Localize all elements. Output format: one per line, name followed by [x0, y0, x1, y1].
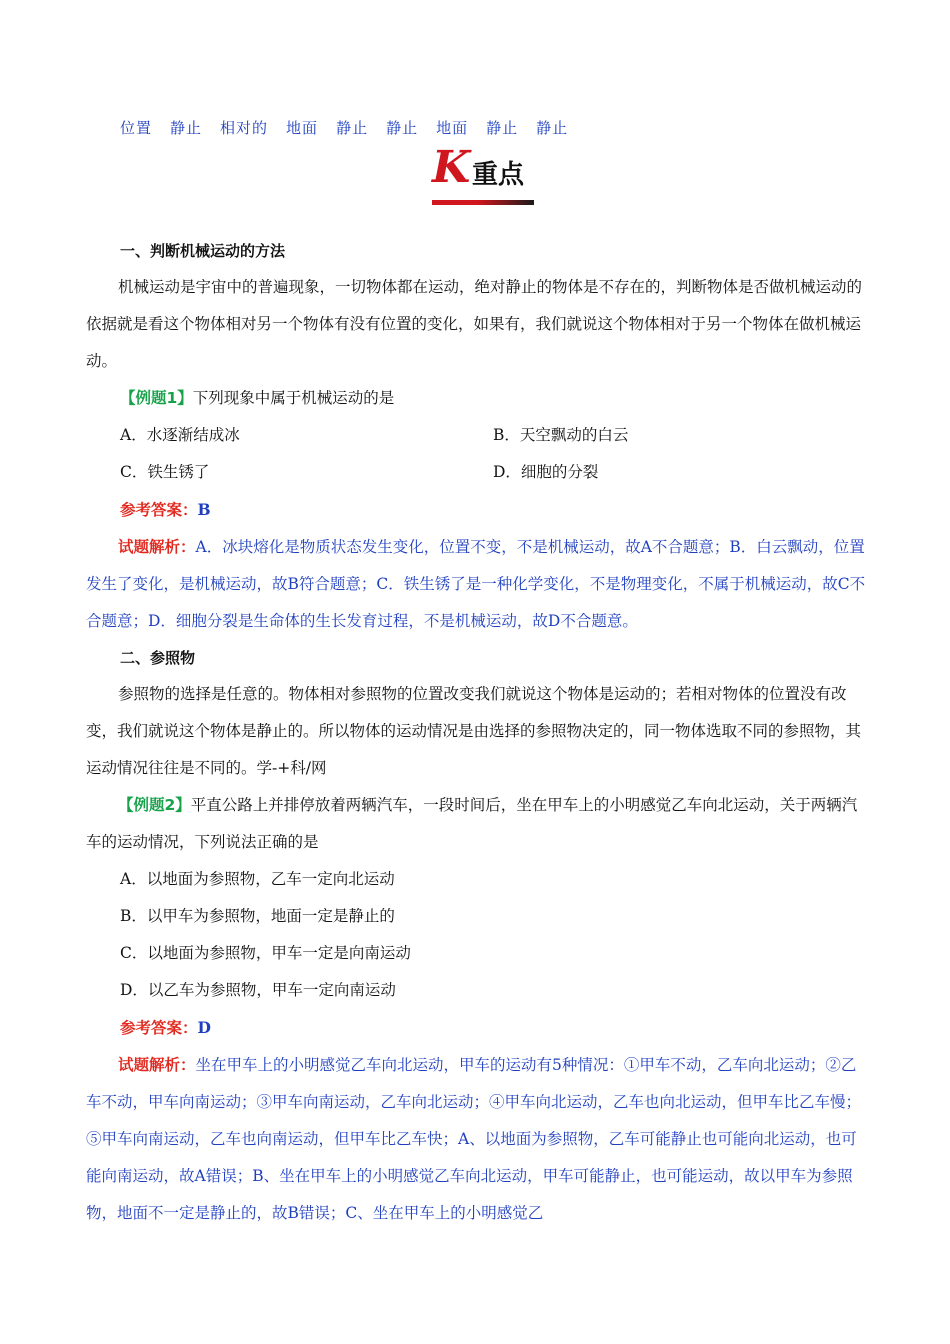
heading-word: 重点	[472, 160, 525, 190]
answer-word: 地面	[436, 119, 469, 137]
fill-in-answers	[120, 117, 568, 138]
answer-word: 地面	[286, 119, 319, 137]
example-1-options-row-1	[86, 417, 866, 454]
option-b: B．以甲车为参照物，地面一定是静止的	[120, 907, 395, 925]
section-2-paragraph: 参照物的选择是任意的。物体相对参照物的位置改变我们就说这个物体是运动的；若相对物体的位置没有改变，我们就说这个物体是静止的。所以物体的运动情况是由选择的参照物决定的，同一物体选取不同的参照物，其运动情况往往是不同的。学-+科/网	[86, 685, 862, 777]
explain-text: 坐在甲车上的小明感觉乙车向北运动，甲车的运动有5种情况：①甲车不动，乙车向北运动；②乙车不动，甲车向南运动；③甲车向南运动，乙车向北运动；④甲车向北运动，乙车也向北运动，但甲车比乙车慢；⑤甲车向南运动，乙车也向南运动，但甲车比乙车快；A、以地面为参照物，乙车可能静止也可能向北运动，也可能向南运动，故A错误；B、坐在甲车上的小明感觉乙车向北运动，甲车可能静止，也可能运动，故以甲车为参照物，地面不一定是静止的，故B错误；C、坐在甲车上的小明感觉乙	[86, 1056, 862, 1222]
section-1-title: 一、判断机械运动的方法	[120, 242, 286, 260]
answer-word: 相对的	[220, 119, 269, 137]
example-1-answer	[86, 491, 866, 529]
answer-word: 静止	[336, 119, 369, 137]
answer-value: B	[197, 500, 211, 519]
option-c: C．以地面为参照物，甲车一定是向南运动	[120, 944, 411, 962]
answer-word: 静止	[486, 119, 519, 137]
key-points-heading	[432, 142, 534, 208]
heading-underline	[432, 200, 534, 205]
answer-word: 静止	[536, 119, 569, 137]
option-b: B．天空飘动的白云	[493, 426, 629, 444]
explain-text: A．冰块熔化是物质状态发生变化，位置不变，不是机械运动，故A不合题意；B．白云飘动，位置发生了变化，是机械运动，故B符合题意；C．铁生锈了是一种化学变化，不是物理变化，不属于机械运动，故C不合题意；D．细胞分裂是生命体的生长发育过程，不是机械运动，故D不合题意。	[86, 538, 866, 630]
example-2-answer	[86, 1009, 866, 1047]
answer-label: 参考答案：	[120, 1019, 198, 1037]
heading-letter: K	[432, 142, 471, 193]
section-2	[86, 643, 866, 1232]
example-2-label: 【例题2】	[118, 796, 191, 814]
section-1	[86, 236, 866, 640]
answer-value: D	[197, 1018, 211, 1037]
section-1-paragraph: 机械运动是宇宙中的普遍现象，一切物体都在运动，绝对静止的物体是不存在的，判断物体是否做机械运动的依据就是看这个物体相对另一个物体有没有位置的变化，如果有，我们就说这个物体相对于另一个物体在做机械运动。	[86, 278, 863, 370]
explain-label: 试题解析：	[118, 1056, 196, 1074]
section-2-title: 二、参照物	[120, 649, 196, 667]
answer-word: 位置	[120, 119, 153, 137]
option-d: D．细胞的分裂	[493, 463, 599, 481]
example-1-options-row-2	[86, 454, 866, 491]
example-2-text: 平直公路上并排停放着两辆汽车，一段时间后，坐在甲车上的小明感觉乙车向北运动，关于两辆汽车的运动情况，下列说法正确的是	[86, 796, 858, 851]
option-a: A．以地面为参照物，乙车一定向北运动	[120, 870, 395, 888]
option-a: A．水逐渐结成冰	[120, 426, 240, 444]
answer-label: 参考答案：	[120, 501, 198, 519]
example-1-label: 【例题1】	[120, 389, 193, 407]
example-1-explanation	[86, 529, 866, 640]
answer-word: 静止	[170, 119, 203, 137]
example-1-text: 下列现象中属于机械运动的是	[192, 389, 395, 407]
explain-label: 试题解析：	[118, 538, 196, 556]
option-d: D．以乙车为参照物，甲车一定向南运动	[120, 981, 396, 999]
example-1-question	[86, 380, 866, 417]
answer-word: 静止	[386, 119, 419, 137]
example-2-explanation	[86, 1047, 866, 1232]
option-c: C．铁生锈了	[120, 463, 210, 481]
example-2-question	[86, 787, 866, 861]
